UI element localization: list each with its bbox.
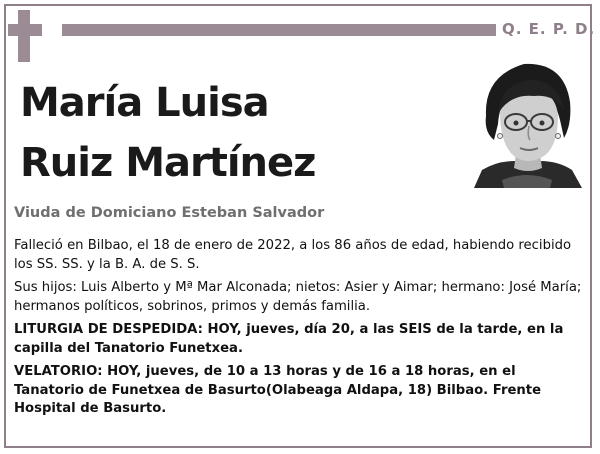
family-paragraph: Sus hijos: Luis Alberto y Mª Mar Alconada; nietos: Asier y Aimar; hermano: José María; hermanos políticos, sobrinos, primos y demás familia. — [14, 280, 582, 314]
widow-of-line: Viuda de Domiciano Esteban Salvador — [14, 205, 325, 221]
deceased-name-last: Ruiz Martínez — [20, 140, 316, 186]
header-bar — [62, 24, 496, 36]
qepd-label: Q. E. P. D. — [502, 20, 596, 38]
deceased-name-first: María Luisa — [20, 80, 269, 126]
death-notice-paragraph: Falleció en Bilbao, el 18 de enero de 2022, a los 86 años de edad, habiendo recibido los SS. SS. y la B. A. de S. S. — [14, 238, 572, 272]
portrait-photo — [472, 58, 582, 188]
obituary-text — [14, 237, 584, 424]
wake-paragraph: VELATORIO: HOY, jueves, de 10 a 13 horas y de 16 a 18 horas, en el Tanatorio de Funetxea de Basurto(Olabeaga Aldapa, 18) Bilbao. Frente Hospital de Basurto. — [14, 364, 542, 416]
liturgy-paragraph: LITURGIA DE DESPEDIDA: HOY, jueves, día 20, a las SEIS de la tarde, en la capilla del Tanatorio Funetxea. — [14, 322, 564, 356]
